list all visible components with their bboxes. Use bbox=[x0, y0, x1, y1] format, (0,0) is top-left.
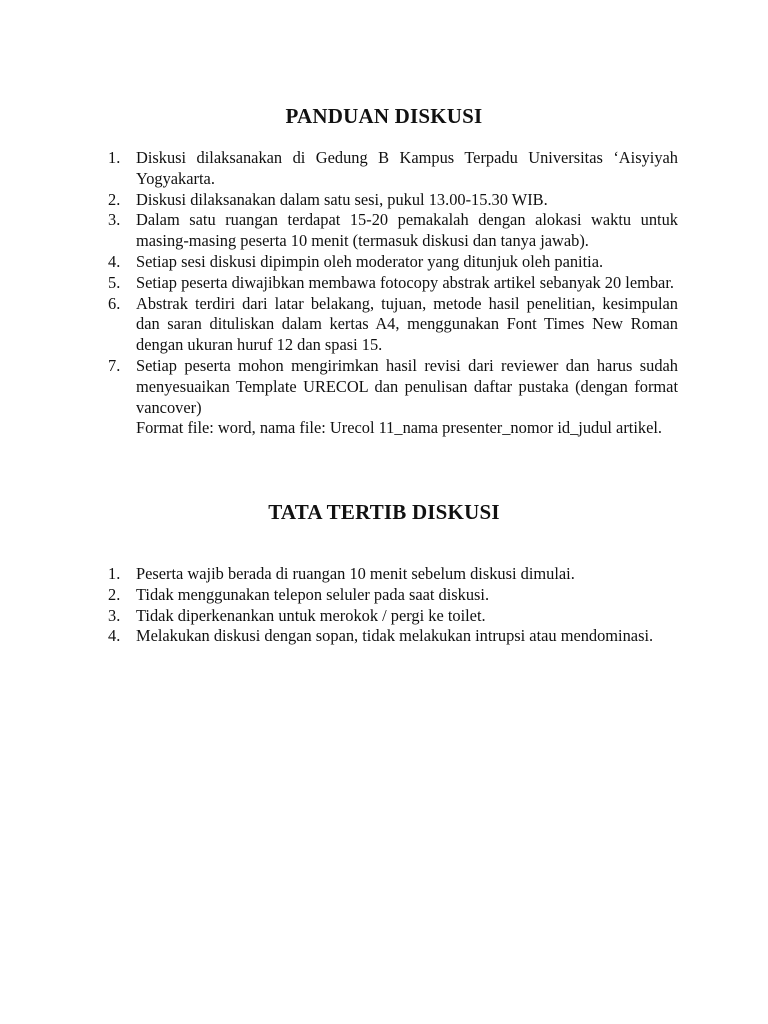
list-text: Diskusi dilaksanakan di Gedung B Kampus Terpadu Universitas ‘Aisyiyah Yogyakarta. bbox=[136, 148, 678, 188]
list-number: 2. bbox=[108, 189, 121, 209]
list-item bbox=[108, 606, 678, 627]
list-item bbox=[108, 148, 678, 190]
panduan-list bbox=[108, 148, 678, 439]
list-text: Tidak diperkenankan untuk merokok / pergi ke toilet. bbox=[136, 605, 486, 625]
list-number: 3. bbox=[108, 210, 121, 230]
list-item bbox=[108, 252, 678, 273]
list-item bbox=[108, 190, 678, 211]
list-number: 1. bbox=[108, 564, 121, 583]
tata-tertib-list bbox=[108, 564, 678, 647]
list-item bbox=[108, 294, 678, 356]
list-item bbox=[108, 210, 678, 252]
list-text: Dalam satu ruangan terdapat 15-20 pemakalah dengan alokasi waktu untuk masing-masing peserta 10 menit (termasuk diskusi dan tanya jawab). bbox=[136, 210, 678, 251]
list-text: Melakukan diskusi dengan sopan, tidak melakukan intrupsi atau mendominasi. bbox=[136, 626, 654, 646]
file-format-note: Format file: word, nama file: Urecol 11_nama presenter_nomor id_judul artikel. bbox=[136, 418, 663, 438]
list-item bbox=[108, 273, 678, 294]
list-text: Peserta wajib berada di ruangan 10 menit sebelum diskusi dimulai. bbox=[136, 564, 575, 583]
section-title-tata-tertib: TATA TERTIB DISKUSI bbox=[268, 500, 500, 524]
list-number: 7. bbox=[108, 355, 121, 375]
list-number: 1. bbox=[108, 148, 121, 167]
list-item bbox=[108, 585, 678, 606]
list-text: Tidak menggunakan telepon seluler pada saat diskusi. bbox=[136, 584, 490, 604]
list-number: 2. bbox=[108, 584, 121, 604]
list-text: Setiap peserta mohon mengirimkan hasil revisi dari reviewer dan harus sudah menyesuaikan Template URECOL dan penulisan daftar pustaka (dengan format vancover) bbox=[136, 355, 678, 417]
list-text: Setiap peserta diwajibkan membawa fotocopy abstrak artikel sebanyak 20 lembar. bbox=[136, 272, 674, 292]
list-text: Abstrak terdiri dari latar belakang, tujuan, metode hasil penelitian, kesimpulan dan saran dituliskan dalam kertas A4, menggunakan Font Times New Roman dengan ukuran huruf 12 dan spasi 15. bbox=[136, 293, 678, 355]
list-item bbox=[108, 626, 678, 647]
list-number: 3. bbox=[108, 605, 121, 625]
list-item bbox=[108, 564, 678, 585]
list-number: 6. bbox=[108, 293, 121, 313]
section-title-panduan: PANDUAN DISKUSI bbox=[285, 104, 483, 128]
list-number: 4. bbox=[108, 626, 121, 646]
list-text: Diskusi dilaksanakan dalam satu sesi, pukul 13.00-15.30 WIB. bbox=[136, 189, 548, 209]
list-text: Setiap sesi diskusi dipimpin oleh moderator yang ditunjuk oleh panitia. bbox=[136, 251, 604, 271]
list-number: 5. bbox=[108, 272, 121, 292]
list-item bbox=[108, 356, 678, 439]
list-number: 4. bbox=[108, 251, 121, 271]
